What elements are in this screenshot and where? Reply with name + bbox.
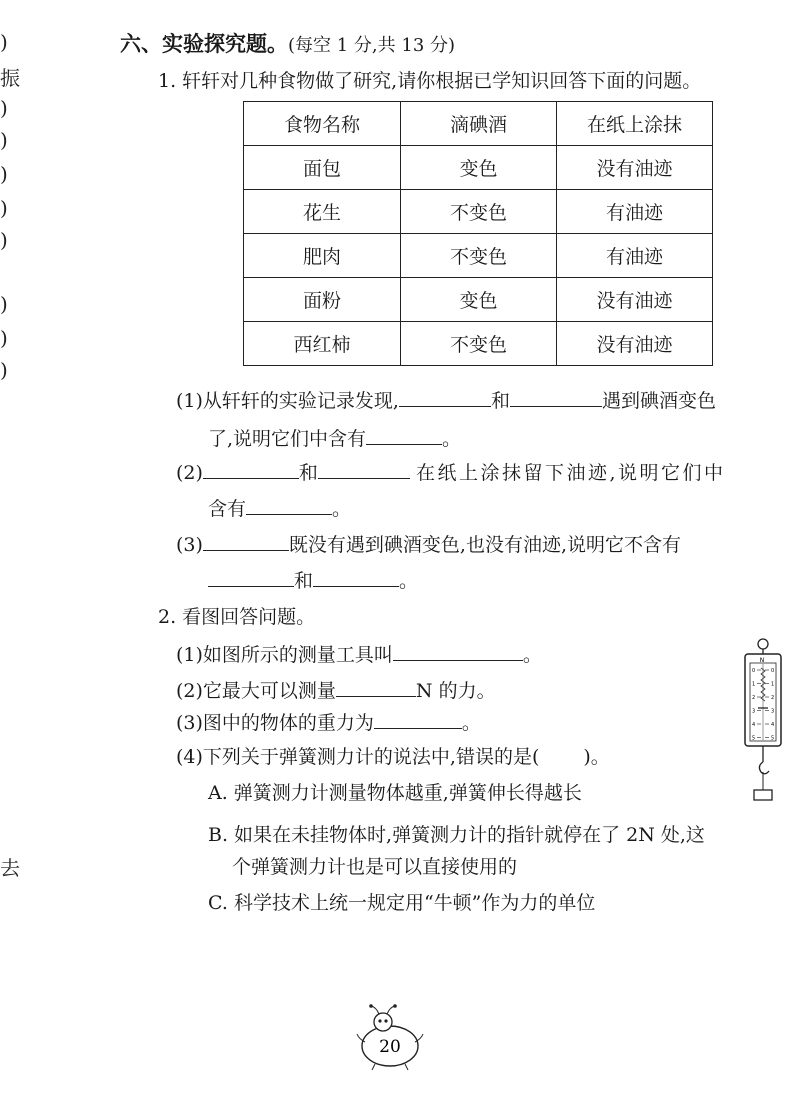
text: 了,说明它们中含有 xyxy=(208,428,367,450)
page-number-badge xyxy=(345,1002,435,1072)
text: 和 xyxy=(490,390,510,412)
tick-label: 3 xyxy=(771,708,775,715)
table-cell: 有油迹 xyxy=(557,190,713,234)
text: 。 xyxy=(522,644,542,666)
scale-unit-label: N xyxy=(759,657,765,664)
text: 和 xyxy=(298,462,318,484)
page-number: 20 xyxy=(379,1037,401,1057)
tick-label: 0 xyxy=(752,668,756,674)
text: 和 xyxy=(294,570,314,592)
table-cell: 面包 xyxy=(244,146,401,190)
margin-mark: ) xyxy=(0,358,8,382)
margin-mark: ) xyxy=(0,228,8,252)
table-cell: 不变色 xyxy=(401,322,557,366)
margin-mark: ) xyxy=(0,326,8,350)
q2-intro: 2. 看图回答问题。 xyxy=(158,606,316,628)
answer-blank[interactable] xyxy=(203,532,289,551)
q1-part1-line2 xyxy=(208,424,461,451)
spring-scale-figure xyxy=(737,638,787,808)
q2-part1 xyxy=(176,640,542,667)
text: 遇到碘酒变色 xyxy=(601,390,716,412)
text: 既没有遇到碘酒变色,也没有油迹,说明它不含有 xyxy=(288,534,682,556)
table-header-cell: 食物名称 xyxy=(244,102,401,146)
margin-mark: ) xyxy=(0,30,8,54)
table-cell: 没有油迹 xyxy=(557,278,713,322)
tick-label: 4 xyxy=(752,722,756,728)
bug-head-icon xyxy=(374,1013,392,1031)
text: N 的力。 xyxy=(415,680,496,702)
hanging-ring-icon xyxy=(758,639,768,649)
table-header-row xyxy=(244,102,713,146)
table-cell: 有油迹 xyxy=(557,234,713,278)
table-cell: 面粉 xyxy=(244,278,401,322)
option-b-line2: 个弹簧测力计也是可以直接使用的 xyxy=(232,856,518,878)
answer-blank[interactable] xyxy=(393,642,523,661)
table-row xyxy=(244,146,713,190)
q1-part2-line1 xyxy=(176,458,726,485)
q2-part4 xyxy=(176,742,610,769)
table-cell: 不变色 xyxy=(401,190,557,234)
text: (2) xyxy=(176,462,203,484)
text: (3)图中的物体的重力为 xyxy=(176,712,374,734)
table-cell: 不变色 xyxy=(401,234,557,278)
q1-part1-line1 xyxy=(176,386,716,413)
tick-label: 2 xyxy=(771,695,775,701)
text: (1)如图所示的测量工具叫 xyxy=(176,644,393,666)
table-cell: 肥肉 xyxy=(244,234,401,278)
option-b-line1: B. 如果在未挂物体时,弹簧测力计的指针就停在了 2N 处,这 xyxy=(208,824,705,846)
answer-blank[interactable] xyxy=(510,388,602,407)
margin-mark: ) xyxy=(0,196,8,220)
section-title xyxy=(120,28,455,58)
margin-mark: 去 xyxy=(0,856,20,880)
tick-label: 1 xyxy=(771,681,775,688)
food-test-table xyxy=(243,101,713,366)
table-cell: 西红柿 xyxy=(244,322,401,366)
text: (3) xyxy=(176,534,203,556)
table-row xyxy=(244,190,713,234)
option-c: C. 科学技术上统一规定用“牛顿”作为力的单位 xyxy=(208,892,596,914)
margin-mark: ) xyxy=(0,96,8,120)
text: 。 xyxy=(442,428,462,450)
table-header-cell: 滴碘酒 xyxy=(401,102,557,146)
text: (2)它最大可以测量 xyxy=(176,680,336,702)
answer-blank[interactable] xyxy=(399,388,491,407)
hook-icon xyxy=(759,762,769,774)
text: 。 xyxy=(399,570,419,592)
answer-blank[interactable] xyxy=(208,568,294,587)
text: 含有 xyxy=(208,498,247,520)
margin-mark: ) xyxy=(0,162,8,186)
table-cell: 变色 xyxy=(401,146,557,190)
table-header-cell: 在纸上涂抹 xyxy=(557,102,713,146)
answer-blank[interactable] xyxy=(313,568,399,587)
tick-label: 0 xyxy=(771,668,775,674)
answer-blank[interactable] xyxy=(318,460,410,479)
text: 。 xyxy=(461,712,481,734)
table-row xyxy=(244,278,713,322)
q1-part2-line2 xyxy=(208,494,351,521)
table-cell: 花生 xyxy=(244,190,401,234)
q1-part3-line1 xyxy=(176,530,681,557)
table-row xyxy=(244,234,713,278)
margin-mark: ) xyxy=(0,292,8,316)
tick-label: 5 xyxy=(752,735,756,742)
section-score-note: (每空 1 分,共 13 分) xyxy=(288,35,456,56)
answer-blank[interactable] xyxy=(374,710,462,729)
text: (1)从轩轩的实验记录发现, xyxy=(176,390,399,412)
tick-label: 1 xyxy=(752,681,756,688)
table-row xyxy=(244,322,713,366)
q1-part3-line2 xyxy=(208,566,418,593)
q1-intro: 1. 轩轩对几种食物做了研究,请你根据已学知识回答下面的问题。 xyxy=(158,70,702,92)
tick-label: 3 xyxy=(752,708,756,715)
answer-blank[interactable] xyxy=(366,426,442,445)
tick-label: 5 xyxy=(771,735,775,742)
weight-object xyxy=(754,790,772,800)
margin-mark: 振 xyxy=(0,66,20,90)
text: 在纸上涂抹留下油迹,说明它们中 xyxy=(415,462,726,484)
text: )。 xyxy=(583,746,610,768)
section-title-text: 六、实验探究题。 xyxy=(120,31,288,56)
text: (4)下列关于弹簧测力计的说法中,错误的是( xyxy=(176,746,540,768)
table-cell: 没有油迹 xyxy=(557,322,713,366)
answer-blank[interactable] xyxy=(246,496,332,515)
table-cell: 没有油迹 xyxy=(557,146,713,190)
text: 。 xyxy=(332,498,352,520)
q2-part3 xyxy=(176,708,481,735)
tick-label: 4 xyxy=(771,722,775,728)
table-cell: 变色 xyxy=(401,278,557,322)
answer-blank[interactable] xyxy=(203,460,299,479)
option-a: A. 弹簧测力计测量物体越重,弹簧伸长得越长 xyxy=(208,782,582,804)
margin-mark: ) xyxy=(0,128,8,152)
answer-blank[interactable] xyxy=(336,678,416,697)
tick-label: 2 xyxy=(752,695,756,701)
q2-part2 xyxy=(176,676,496,703)
